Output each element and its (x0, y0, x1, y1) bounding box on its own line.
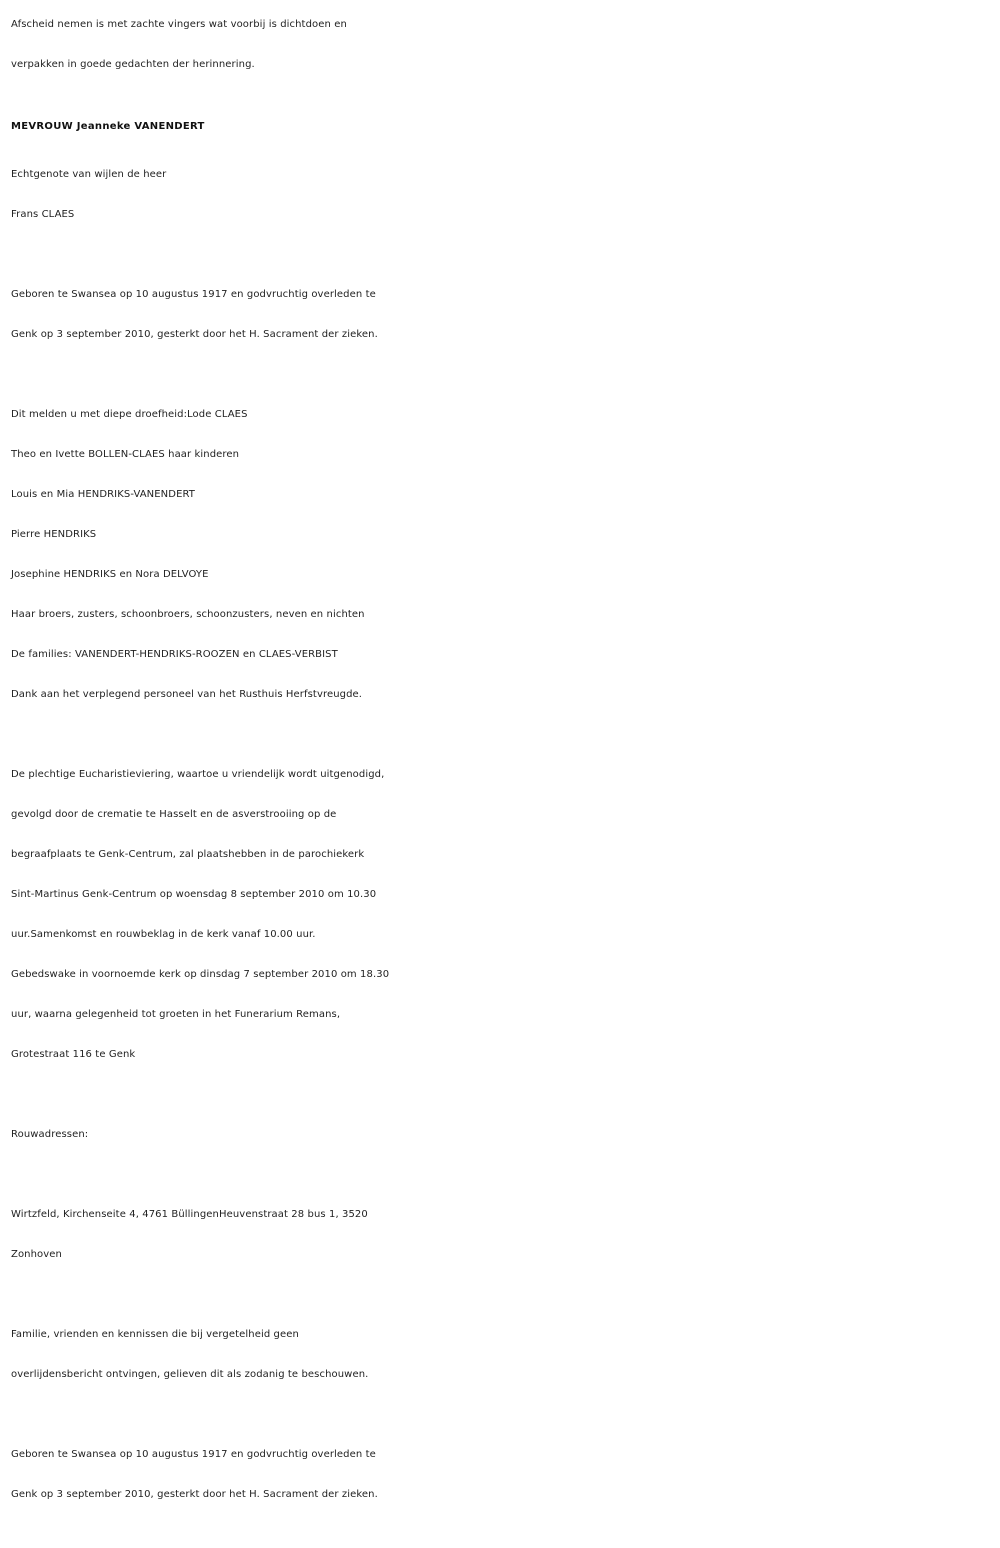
ceremony-line: Grotestraat 116 te Genk (11, 1049, 136, 1060)
spacer (11, 235, 996, 275)
spacer (11, 1275, 996, 1315)
ceremony-line: Sint-Martinus Genk-Centrum op woensdag 8 september 2010 om 10.30 (11, 889, 377, 900)
spacer (11, 1395, 996, 1435)
notice-line: overlijdensbericht ontvingen, gelieven dit als zodanig te beschouwen. (11, 1369, 369, 1380)
spouse-line: Frans CLAES (11, 209, 75, 220)
spacer (11, 715, 996, 755)
mourning-addresses (11, 1195, 996, 1275)
spacer (11, 355, 996, 395)
addresses-heading: Rouwadressen: (11, 1129, 89, 1140)
spacer (11, 1075, 996, 1115)
announcer-line: Pierre HENDRIKS (11, 529, 97, 540)
ceremony-line: De plechtige Eucharistieviering, waartoe u vriendelijk wordt uitgenodigd, (11, 769, 385, 780)
announcer-line: Dit melden u met diepe droefheid:Lode CLAES (11, 409, 248, 420)
address-line: Wirtzfeld, Kirchenseite 4, 4761 BüllingenHeuvenstraat 28 bus 1, 3520 (11, 1209, 368, 1220)
notice-text (11, 1315, 996, 1395)
announcer-line: Josephine HENDRIKS en Nora DELVOYE (11, 569, 209, 580)
notice-line: Familie, vrienden en kennissen die bij vergetelheid geen (11, 1329, 299, 1340)
announcers-list (11, 395, 996, 715)
spouse-info (11, 155, 996, 235)
announcer-line: Haar broers, zusters, schoonbroers, schoonzusters, neven en nichten (11, 609, 365, 620)
ceremony-line: Gebedswake in voornoemde kerk op dinsdag 7 september 2010 om 18.30 (11, 969, 390, 980)
ceremony-line: uur.Samenkomst en rouwbeklag in de kerk vanaf 10.00 uur. (11, 929, 316, 940)
birth-death-line: Geboren te Swansea op 10 augustus 1917 en godvruchtig overleden te (11, 289, 376, 300)
birth-death-line: Geboren te Swansea op 10 augustus 1917 en godvruchtig overleden te (11, 1449, 376, 1460)
birth-death-info-repeat (11, 1435, 996, 1515)
ceremony-info (11, 755, 996, 1075)
announcer-line: De families: VANENDERT-HENDRIKS-ROOZEN en CLAES-VERBIST (11, 649, 338, 660)
deceased-name-title: MEVROUW Jeanneke VANENDERT (11, 121, 205, 132)
announcer-line: Dank aan het verplegend personeel van het Rusthuis Herfstvreugde. (11, 689, 363, 700)
birth-death-line: Genk op 3 september 2010, gesterkt door het H. Sacrament der zieken. (11, 1489, 378, 1500)
obituary-notice (11, 5, 996, 1515)
ceremony-line: begraafplaats te Genk-Centrum, zal plaatshebben in de parochiekerk (11, 849, 365, 860)
ceremony-line: uur, waarna gelegenheid tot groeten in het Funerarium Remans, (11, 1009, 341, 1020)
opening-line: Afscheid nemen is met zachte vingers wat voorbij is dichtdoen en (11, 19, 347, 30)
announcer-line: Louis en Mia HENDRIKS-VANENDERT (11, 489, 196, 500)
birth-death-line: Genk op 3 september 2010, gesterkt door het H. Sacrament der zieken. (11, 329, 378, 340)
birth-death-info (11, 275, 996, 355)
announcer-line: Theo en Ivette BOLLEN-CLAES haar kinderen (11, 449, 240, 460)
opening-quote (11, 5, 996, 85)
spouse-line: Echtgenote van wijlen de heer (11, 169, 167, 180)
address-line: Zonhoven (11, 1249, 62, 1260)
opening-line: verpakken in goede gedachten der herinnering. (11, 59, 255, 70)
spacer (11, 1155, 996, 1195)
ceremony-line: gevolgd door de crematie te Hasselt en de asverstrooiing op de (11, 809, 337, 820)
